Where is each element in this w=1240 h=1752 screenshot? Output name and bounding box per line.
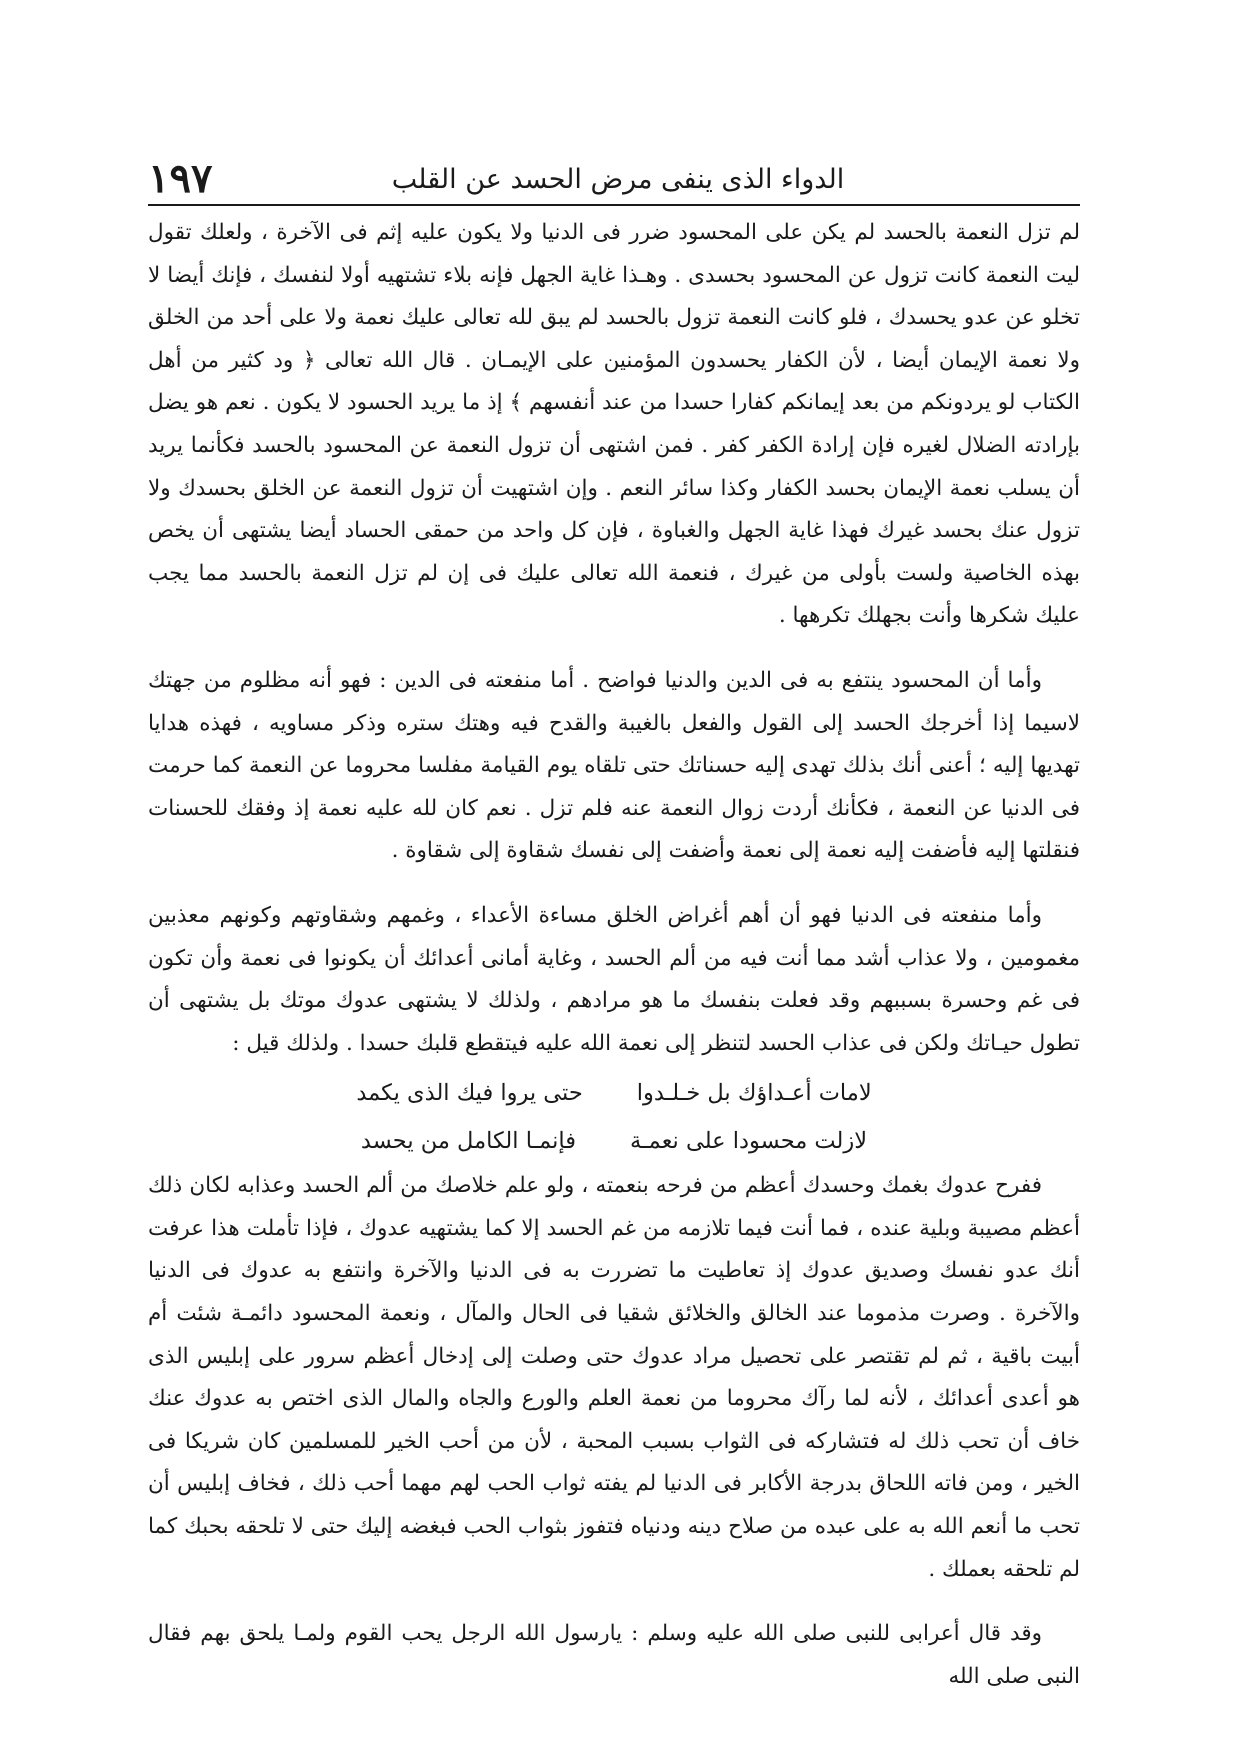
paragraph: ففرح عدوك بغمك وحسدك أعظم من فرحه بنعمته ، ولو علم خلاصك من ألم الحسد وعذابه لكان ذلك أعظم مصيبة وبلية عنده ، فما أنت فيما تلازمه من غم الحسد إلا كما يشتهيه عدوك ، فإذا تأملت هذا عرفت أنك عدو نفسك وصديق عدوك إذ تعاطيت ما تضررت به فى الدنيا والآخرة وانتفع به عدوك فى الدنيا والآخرة . وصرت مذموما عند الخالق والخلائق شقيا فى الحال والمآل ، ونعمة المحسود دائمـة شئت أم أبيت باقية ، ثم لم تقتصر على تحصيل مراد عدوك حتى وصلت إلى إدخال أعظم سرور على إبليس الذى هو أعدى أعدائك ، لأنه لما رآك محروما من نعمة العلم والورع والجاه والمال الذى اختص به عدوك عنك خاف أن تحب ذلك له فتشاركه فى الثواب بسبب المحبة ، لأن من أحب الخير للمسلمين كان شريكا فى الخير ، ومن فاته اللحاق بدرجة الأكابر فى الدنيا لم يفته ثواب الحب لهم مهما أحب ذلك ، فخاف إبليس أن تحب ما أنعم الله به على عبده من صلاح دينه ودنياه فتفوز بثواب الحب فبغضه إليك حتى لا تلحقه بحبك كما لم تلحقه بعملك . xyxy=(148,1173,1081,1582)
page-body xyxy=(148,212,1080,1698)
page-header xyxy=(148,156,1084,202)
paragraph: وأما منفعته فى الدنيا فهو أن أهم أغراض الخلق مساءة الأعداء ، وغمهم وشقاوتهم وكونهم معذبين مغمومين ، ولا عذاب أشد مما أنت فيه من ألم الحسد ، وغاية أمانى أعدائك أن يكونوا فى نعمة وأن تكون فى غم وحسرة بسببهم وقد فعلت بنفسك ما هو مرادهم ، ولذلك لا يشتهى عدوك موتك بل يشتهى أن تطول حيـاتك ولكن فى عذاب الحسد لتنظر إلى نعمة الله عليه فيتقطع قلبك حسدا . ولذلك قيل : xyxy=(148,902,1080,1056)
poem-verse xyxy=(148,1069,1080,1117)
verse-second-hemistich: حتى يروا فيك الذى يكمد xyxy=(356,1080,583,1107)
paragraph: وأما أن المحسود ينتفع به فى الدين والدنيا فواضح . أما منفعته فى الدين : فهو أنه مظلوم من جهتك لاسيما إذا أخرجك الحسد إلى القول والفعل بالغيبة والقدح فيه وهتك ستره وذكر مساويه ، فهذه هدايا تهديها إليه ؛ أعنى أنك بذلك تهدى إليه حسناتك حتى تلقاه يوم القيامة مفلسا محروما عن النعمة كما حرمت فى الدنيا عن النعمة ، فكأنك أردت زوال النعمة عنه فلم تزل . نعم كان لله عليه نعمة إذ وفقك للحسنات فنقلتها إليه فأضفت إليه نعمة إلى نعمة وأضفت إلى نفسك شقاوة إلى شقاوة . xyxy=(148,667,1080,864)
verse-first-hemistich: لازلت محسودا على نعمـة xyxy=(630,1128,868,1155)
verse-first-hemistich: لامات أعـداؤك بل خـلـدوا xyxy=(636,1080,872,1107)
header-rule xyxy=(148,204,1080,206)
running-title: الدواء الذى ينفى مرض الحسد عن القلب xyxy=(391,164,845,195)
poem-verse xyxy=(148,1117,1080,1165)
page-number: ١٩٧ xyxy=(148,155,213,202)
paragraph: وقد قال أعرابى للنبى صلى الله عليه وسلم : يارسول الله الرجل يحب القوم ولمـا يلحق بهم فقال النبى صلى الله xyxy=(148,1621,1080,1689)
paragraph: لم تزل النعمة بالحسد لم يكن على المحسود ضرر فى الدنيا ولا يكون عليه إثم فى الآخرة ، ولعلك تقول ليت النعمة كانت تزول عن المحسود بحسدى . وهـذا غاية الجهل فإنه بلاء تشتهيه أولا لنفسك ، فإنك أيضا لا تخلو عن عدو يحسدك ، فلو كانت النعمة تزول بالحسد لم يبق لله تعالى عليك نعمة ولا على أحد من الخلق ولا نعمة الإيمان أيضا ، لأن الكفار يحسدون المؤمنين على الإيمـان . قال الله تعالى ﴿ ود كثير من أهل الكتاب لو يردونكم من بعد إيمانكم كفارا حسدا من عند أنفسهم ﴾ إذ ما يريد الحسود لا يكون . نعم هو يضل بإرادته الضلال لغيره فإن إرادة الكفر كفر . فمن اشتهى أن تزول النعمة عن المحسود بالحسد فكأنما يريد أن يسلب نعمة الإيمان بحسد الكفار وكذا سائر النعم . وإن اشتهيت أن تزول النعمة عن الخلق بحسدك ولا تزول عنك بحسد غيرك فهذا غاية الجهل والغباوة ، فإن كل واحد من حمقى الحساد أيضا يشتهى أن يخص بهذه الخاصية ولست بأولى من غيرك ، فنعمة الله تعالى عليك فى إن لم تزل النعمة بالحسد مما يجب عليك شكرها وأنت بجهلك تكرهها . xyxy=(148,220,1080,629)
verse-second-hemistich: فإنمـا الكامل من يحسد xyxy=(360,1128,577,1155)
